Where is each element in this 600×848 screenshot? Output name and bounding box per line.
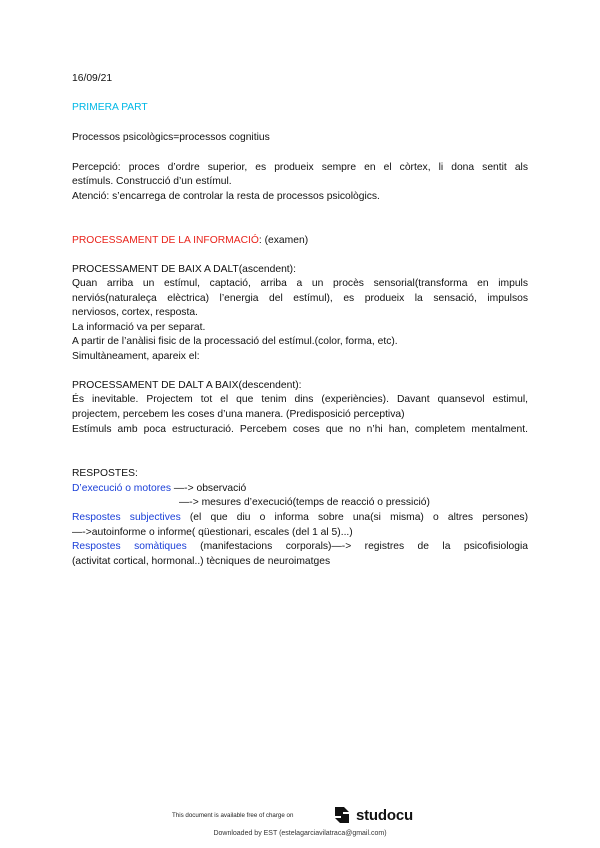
perception-line-1: Percepció: proces d’ordre superior, es produeix sempre en el còrtex, li dona sentit als [72,162,528,173]
studocu-logo[interactable] [332,805,413,825]
top-down-line-2: projectem, percebem les coses d’una manera. (Predisposició perceptiva) [72,409,405,420]
execution-label: D’execució o motores [72,483,172,494]
somatic-line [72,540,528,555]
footer-note: This document is available free of charge on [172,812,294,819]
execution-line [72,482,528,497]
somatic-label: Respostes somàtiques [72,541,187,552]
execution-line-2: —-> mesures d’execució(temps de reacció o pressició) [179,497,430,508]
subjective-rest: (el que diu o informa sobre una(si misma) o altres persones) [180,512,528,523]
info-processing-heading: PROCESSAMENT DE LA INFORMACIÓ [72,235,259,246]
top-down-line-3: Estímuls amb poca estructuració. Percebem coses que no n’hi han, completem mentalment. [72,424,528,435]
info-processing-note: : (examen) [258,235,309,246]
bottom-up-line-6: Simultàneament, apareix el: [72,351,200,362]
studocu-brand: studocu [356,806,413,824]
download-note: Downloaded by EST (estelagarciavilatraca@gmail.com) [213,830,387,837]
subjective-line [72,511,528,526]
section-title: PRIMERA PART [72,102,148,113]
bottom-up-heading: PROCESSAMENT DE BAIX A DALT(ascendent): [72,264,296,275]
somatic-rest: (manifestacions corporals)—-> registres de la psicofisiologia [186,541,528,552]
bottom-up-line-1: Quan arriba un estímul, captació, arriba a un procès sensorial(transforma en impuls [72,278,528,289]
top-down-line-1: És inevitable. Projectem tot el que tenim dins (experiències). Davant quansevol estimul, [72,394,528,405]
somatic-line-2: (activitat cortical, hormonal..) tècniques de neuroimatges [72,556,331,567]
top-down-heading: PROCESSAMENT DE DALT A BAIX(descendent): [72,380,302,391]
info-processing-heading-line [72,234,528,249]
subjective-label: Respostes subjectives [72,512,181,523]
bottom-up-line-5: A partir de l’anàlisi fisic de la processació del estímul.(color, forma, etc). [72,336,398,347]
date: 16/09/21 [72,73,113,84]
execution-rest: —-> observació [171,483,247,494]
subjective-line-2: —->autoinforme o informe( qüestionari, escales (del 1 al 5)...) [72,527,353,538]
perception-line-2: estímuls. Construcció d’un estímul. [72,176,232,187]
definition: Processos psicològics=processos cognitius [72,132,270,143]
bottom-up-line-2: nerviós(naturaleça elèctrica) l’energia del estímul), es produeix la sensació, impulsos [72,293,528,304]
responses-heading: RESPOSTES: [72,468,138,479]
bottom-up-line-4: La informació va per separat. [72,322,206,333]
attention-line: Atenció: s’encarrega de controlar la resta de processos psicològics. [72,191,380,202]
studocu-logo-icon [332,805,352,825]
bottom-up-line-3: nerviosos, cortex, resposta. [72,307,198,318]
